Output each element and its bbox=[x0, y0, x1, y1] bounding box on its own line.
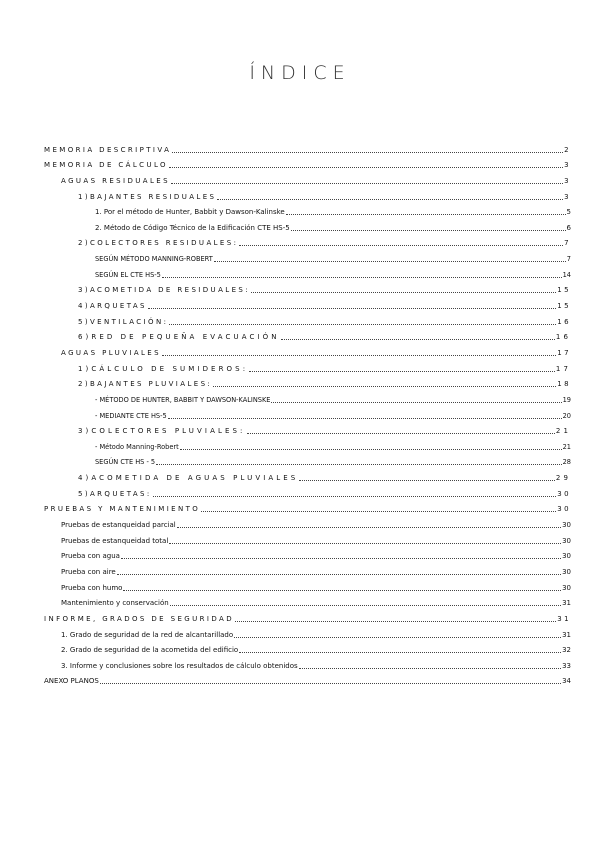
toc-page-number: 17 bbox=[555, 364, 571, 373]
toc-entry[interactable] bbox=[44, 452, 571, 468]
toc-page-number: 20 bbox=[562, 411, 571, 420]
toc-entry[interactable] bbox=[44, 202, 571, 218]
dot-leader bbox=[162, 277, 562, 278]
toc-entry[interactable] bbox=[44, 280, 571, 296]
toc-page-number: 3 bbox=[564, 176, 571, 185]
dot-leader bbox=[162, 355, 556, 356]
toc-page-number: 30 bbox=[557, 505, 571, 514]
dot-leader bbox=[247, 433, 555, 434]
dot-leader bbox=[251, 292, 556, 293]
dot-leader bbox=[299, 480, 555, 481]
dot-leader bbox=[235, 621, 556, 622]
toc-label: 4)ACOMETIDA DE AGUAS PLUVIALES bbox=[78, 474, 299, 483]
toc-entry[interactable] bbox=[44, 514, 571, 530]
dot-leader bbox=[180, 449, 562, 450]
toc-page-number: 14 bbox=[562, 270, 571, 279]
dot-leader bbox=[170, 605, 561, 606]
toc-label: 4)ARQUETAS bbox=[78, 302, 147, 311]
toc-label: - MÉTODO DE HUNTER, BABBIT Y DAWSON-KALINSKE bbox=[95, 395, 271, 404]
dot-leader bbox=[123, 590, 561, 591]
dot-leader bbox=[172, 152, 563, 153]
toc-label: 5)VENTILACIÓN: bbox=[78, 317, 169, 326]
toc-page-number: 21 bbox=[555, 427, 571, 436]
dot-leader bbox=[286, 214, 566, 215]
toc-page-number: 31 bbox=[557, 614, 571, 623]
dot-leader bbox=[249, 371, 555, 372]
toc-page-number: 19 bbox=[562, 395, 571, 404]
toc-page-number: 7 bbox=[564, 239, 571, 248]
dot-leader bbox=[177, 527, 561, 528]
toc-label: MEMORIA DESCRIPTIVA bbox=[44, 145, 172, 154]
dot-leader bbox=[169, 167, 563, 168]
toc-label: SEGÚN CTE HS - 5 bbox=[95, 458, 156, 467]
dot-leader bbox=[121, 558, 561, 559]
toc-label: Prueba con aire bbox=[61, 567, 116, 576]
toc-label: 2. Grado de seguridad de la acometida del edificio bbox=[61, 646, 239, 655]
toc-label: 2)COLECTORES RESIDUALES: bbox=[78, 239, 239, 248]
toc-label: Prueba con agua bbox=[61, 552, 120, 561]
toc-entry[interactable] bbox=[44, 608, 571, 624]
toc-label: 5)ARQUETAS: bbox=[78, 489, 152, 498]
toc-entry[interactable] bbox=[44, 327, 571, 343]
dot-leader bbox=[214, 261, 566, 262]
toc-page-number: 3 bbox=[564, 192, 571, 201]
dot-leader bbox=[156, 464, 561, 465]
toc-page-number: 30 bbox=[557, 489, 571, 498]
toc-entry[interactable] bbox=[44, 342, 571, 358]
toc-label: SEGÚN EL CTE HS-5 bbox=[95, 270, 161, 279]
toc-entry[interactable] bbox=[44, 139, 571, 155]
toc-page-number: 18 bbox=[557, 380, 571, 389]
toc-page-number: 15 bbox=[557, 302, 571, 311]
toc-label: 1. Grado de seguridad de la red de alcantarillado bbox=[61, 630, 234, 639]
toc-page-number: 16 bbox=[555, 333, 571, 342]
toc-entry[interactable] bbox=[44, 436, 571, 452]
toc-page-number: 30 bbox=[562, 521, 571, 530]
toc-page-number: 21 bbox=[562, 442, 571, 451]
toc-label: INFORME, GRADOS DE SEGURIDAD bbox=[44, 614, 235, 623]
toc-page-number: 33 bbox=[562, 661, 571, 670]
dot-leader bbox=[291, 230, 566, 231]
toc-entry[interactable] bbox=[44, 467, 571, 483]
page-title: ÍNDICE bbox=[249, 62, 351, 84]
dot-leader bbox=[271, 402, 561, 403]
toc-label: AGUAS PLUVIALES bbox=[61, 348, 161, 357]
toc-label: AGUAS RESIDUALES bbox=[61, 176, 170, 185]
toc-label: MEMORIA DE CÁLCULO bbox=[44, 161, 168, 170]
toc-entry[interactable] bbox=[44, 421, 571, 437]
toc-label: 3)ACOMETIDA DE RESIDUALES: bbox=[78, 286, 250, 295]
toc-entry[interactable] bbox=[44, 217, 571, 233]
dot-leader bbox=[169, 324, 556, 325]
dot-leader bbox=[299, 668, 561, 669]
toc-page-number: 31 bbox=[562, 599, 571, 608]
dot-leader bbox=[100, 683, 561, 684]
dot-leader bbox=[239, 245, 563, 246]
toc-label: 2. Método de Código Técnico de la Edificación CTE HS-5 bbox=[95, 223, 290, 232]
toc-label: Pruebas de estanqueidad parcial bbox=[61, 521, 176, 530]
dot-leader bbox=[201, 511, 556, 512]
toc-label: 2)BAJANTES PLUVIALES: bbox=[78, 380, 213, 389]
toc-entry[interactable] bbox=[44, 561, 571, 577]
toc-page-number: 7 bbox=[566, 255, 571, 264]
toc-page-number: 28 bbox=[562, 458, 571, 467]
toc-page-number: 6 bbox=[566, 223, 571, 232]
toc-label: SEGÚN MÉTODO MANNING-ROBERT bbox=[95, 255, 213, 264]
toc-entry[interactable] bbox=[44, 311, 571, 327]
toc-page-number: 15 bbox=[557, 286, 571, 295]
toc-page-number: 17 bbox=[557, 348, 571, 357]
dot-leader bbox=[117, 574, 561, 575]
toc-label: 1)CÁLCULO DE SUMIDEROS: bbox=[78, 364, 249, 373]
dot-leader bbox=[239, 652, 561, 653]
toc-entry[interactable] bbox=[44, 624, 571, 640]
toc-page-number: 30 bbox=[562, 583, 571, 592]
toc-entry[interactable] bbox=[44, 499, 571, 515]
toc-entry[interactable] bbox=[44, 374, 571, 390]
toc-entry[interactable] bbox=[44, 655, 571, 671]
dot-leader bbox=[213, 386, 556, 387]
toc-label: 6)RED DE PEQUEÑA EVACUACIÓN bbox=[78, 333, 280, 342]
toc-label: PRUEBAS Y MANTENIMIENTO bbox=[44, 505, 201, 514]
toc-page-number: 29 bbox=[555, 474, 571, 483]
toc-label: 3. Informe y conclusiones sobre los resultados de cálculo obtenidos bbox=[61, 661, 298, 670]
toc-entry[interactable] bbox=[44, 671, 571, 687]
dot-leader bbox=[281, 339, 555, 340]
toc-entry[interactable] bbox=[44, 405, 571, 421]
toc-label: Prueba con humo bbox=[61, 583, 123, 592]
toc-entry[interactable] bbox=[44, 358, 571, 374]
toc-page-number: 5 bbox=[566, 208, 571, 217]
dot-leader bbox=[234, 637, 561, 638]
toc-page-number: 30 bbox=[562, 567, 571, 576]
dot-leader bbox=[169, 543, 561, 544]
toc-page-number: 30 bbox=[562, 552, 571, 561]
toc-entry[interactable] bbox=[44, 593, 571, 609]
toc-page-number: 3 bbox=[564, 161, 571, 170]
toc-entry[interactable] bbox=[44, 546, 571, 562]
toc-entry[interactable] bbox=[44, 389, 571, 405]
toc-entry[interactable] bbox=[44, 264, 571, 280]
toc-page-number: 30 bbox=[562, 536, 571, 545]
toc-page-number: 16 bbox=[557, 317, 571, 326]
toc-entry[interactable] bbox=[44, 170, 571, 186]
toc-entry[interactable] bbox=[44, 186, 571, 202]
toc-entry[interactable] bbox=[44, 295, 571, 311]
toc-entry[interactable] bbox=[44, 530, 571, 546]
toc-entry[interactable] bbox=[44, 640, 571, 656]
toc-page-number: 34 bbox=[562, 677, 571, 686]
toc-page-number: 2 bbox=[564, 145, 571, 154]
toc-entry[interactable] bbox=[44, 248, 571, 264]
toc-page-number: 32 bbox=[562, 646, 571, 655]
toc-entry[interactable] bbox=[44, 233, 571, 249]
toc-label: 1. Por el método de Hunter, Babbit y Dawson-Kalinske bbox=[95, 208, 285, 217]
toc-label: 3)COLECTORES PLUVIALES: bbox=[78, 427, 246, 436]
dot-leader bbox=[148, 308, 556, 309]
toc-label: Mantenimiento y conservación bbox=[61, 599, 169, 608]
dot-leader bbox=[168, 418, 562, 419]
toc-entry[interactable] bbox=[44, 155, 571, 171]
toc-label: 1)BAJANTES RESIDUALES bbox=[78, 192, 217, 201]
dot-leader bbox=[153, 496, 557, 497]
toc-label: Pruebas de estanqueidad total bbox=[61, 536, 169, 545]
toc-entry[interactable] bbox=[44, 483, 571, 499]
toc-label: - MEDIANTE CTE HS-5 bbox=[95, 411, 167, 420]
toc-entry[interactable] bbox=[44, 577, 571, 593]
toc-label: - Método Manning-Robert bbox=[95, 442, 179, 451]
toc-page-number: 31 bbox=[562, 630, 571, 639]
toc-label: ANEXO PLANOS bbox=[44, 677, 99, 686]
dot-leader bbox=[217, 199, 563, 200]
dot-leader bbox=[171, 183, 563, 184]
table-of-contents bbox=[44, 139, 571, 686]
